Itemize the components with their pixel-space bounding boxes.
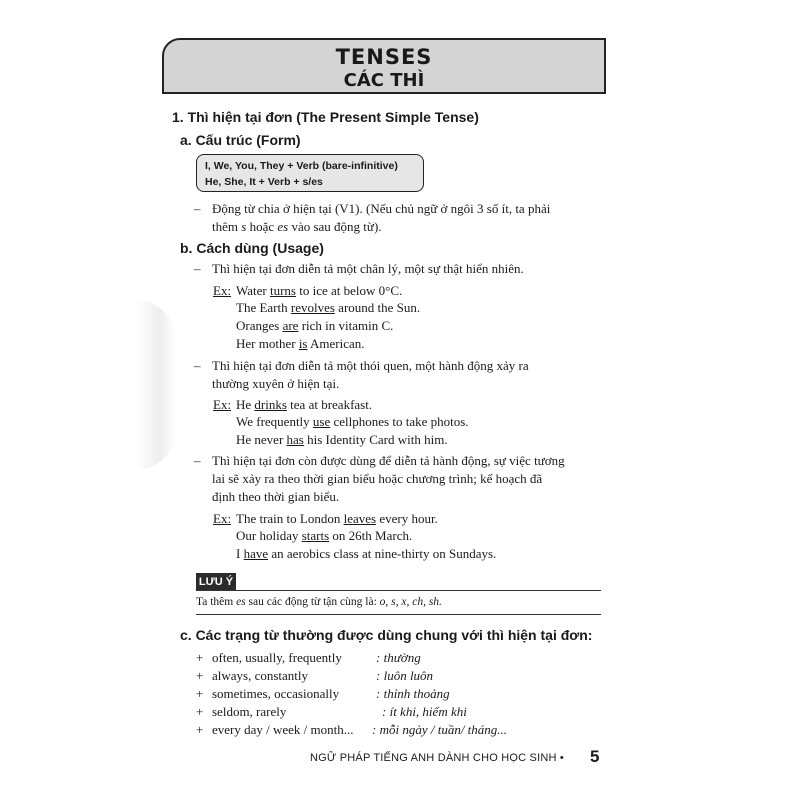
- dash: –: [194, 261, 201, 276]
- example-line: We frequently use cellphones to take photos.: [236, 414, 469, 429]
- example-line: He never has his Identity Card with him.: [236, 432, 448, 447]
- form-box: [196, 154, 424, 192]
- usage-3-line-1: Thì hiện tại đơn còn được dùng để diễn tả hành động, sự việc tương: [212, 453, 565, 468]
- usage-3-line-2: lai sẽ xảy ra theo thời gian biểu hoặc chương trình; kế hoạch đã: [212, 471, 543, 486]
- usage-2-line-1: Thì hiện tại đơn diễn tả một thói quen, một hành động xảy ra: [212, 358, 529, 373]
- note-rule-bottom: [196, 614, 601, 615]
- title-banner: [162, 38, 606, 94]
- form-line-2: He, She, It + Verb + s/es: [205, 176, 323, 188]
- usage-1: Thì hiện tại đơn diễn tả một chân lý, một sự thật hiển nhiên.: [212, 261, 524, 276]
- ex-label: Ex:: [213, 283, 232, 298]
- dash: –: [194, 358, 201, 373]
- note-label: LƯU Ý: [196, 573, 236, 591]
- example-line: Oranges are rich in vitamin C.: [236, 318, 394, 333]
- section-a-heading: a. Cấu trúc (Form): [180, 132, 301, 148]
- example-line: He drinks tea at breakfast.: [236, 397, 373, 412]
- page-number: 5: [590, 747, 600, 766]
- note-text: Ta thêm es sau các động từ tận cùng là: o, s, x, ch, sh.: [196, 596, 442, 608]
- section-1-heading: 1. Thì hiện tại đơn (The Present Simple Tense): [172, 109, 479, 125]
- example-line: Our holiday starts on 26th March.: [236, 528, 413, 543]
- title-main: TENSES: [335, 45, 433, 69]
- footer-text: NGỮ PHÁP TIẾNG ANH DÀNH CHO HỌC SINH •: [310, 752, 564, 764]
- page-edge-decoration: [136, 300, 176, 470]
- example-line: I have an aerobics class at nine-thirty on Sundays.: [236, 546, 497, 561]
- dash: –: [194, 201, 201, 216]
- ex-label: Ex:: [213, 397, 232, 412]
- form-note-line-1: Động từ chia ở hiện tại (V1). (Nếu chủ ngữ ở ngôi 3 số ít, ta phải: [212, 201, 551, 216]
- section-c-heading: c. Các trạng từ thường được dùng chung với thì hiện tại đơn:: [180, 627, 593, 643]
- section-b-heading: b. Cách dùng (Usage): [180, 240, 324, 256]
- form-line-1: I, We, You, They + Verb (bare-infinitive): [205, 160, 398, 172]
- note-rule-top: [196, 590, 601, 591]
- book-page: TENSES CÁC THÌ 1. Thì hiện tại đơn (The Present Simple Tense) a. Cấu trúc (Form) I, We, You, They + Verb (bare-infinitive) He, She, It + Verb + s/es – Động từ chia ở hiện tại (V1). (Nếu chủ ngữ ở ngôi 3 số ít, ta phải thêm s hoặc es vào sau động từ). b. Cách dùng (Usage) – Thì hiện tại đơn diễn tả một chân lý, một sự thật hiển nhiên. Ex: Water turns to ice at below 0°C. The Earth revolves around the Sun. Oranges are rich in vitamin C. Her mother is American. – Thì hiện tại đơn diễn tả một thói quen, một hành động xảy ra thường xuyên ở hiện tại. Ex: He drinks tea at breakfast. We frequently use cellphones to take photos. He never has his Identity Card with him. – Thì hiện tại đơn còn được dùng để diễn tả hành động, sự việc tương lai sẽ xảy ra theo thời gian biểu hoặc chương trình; kế hoạch đã định theo thời gian biểu. Ex: The train to London leaves every hour. Our holiday starts on 26th March. I have an aerobics class at nine-thirty on Sundays. LƯU Ý Ta thêm es sau các động từ tận cùng là: o, s, x, ch, sh. c. Các trạng từ thường được dùng chung với thì hiện tại đơn: + often, usually, frequently : thường + always, constantly : luôn luôn + sometimes, occasionally : thỉnh thoảng + seldom, rarely : ít khi, hiếm khi + every day / week / month... : mỗi ngày / tuần/ tháng... NGỮ PHÁP TIẾNG ANH DÀNH CHO HỌC SINH • 5: [0, 0, 800, 800]
- usage-3-line-3: định theo thời gian biểu.: [212, 489, 340, 504]
- example-line: The train to London leaves every hour.: [236, 511, 438, 526]
- example-line: Her mother is American.: [236, 336, 365, 351]
- usage-2-line-2: thường xuyên ở hiện tại.: [212, 376, 340, 391]
- title-sub: CÁC THÌ: [343, 70, 425, 91]
- example-line: Water turns to ice at below 0°C.: [236, 283, 403, 298]
- form-note-line-2: thêm s hoặc es vào sau động từ).: [212, 219, 382, 234]
- ex-label: Ex:: [213, 511, 232, 526]
- dash: –: [194, 453, 201, 468]
- example-line: The Earth revolves around the Sun.: [236, 300, 421, 315]
